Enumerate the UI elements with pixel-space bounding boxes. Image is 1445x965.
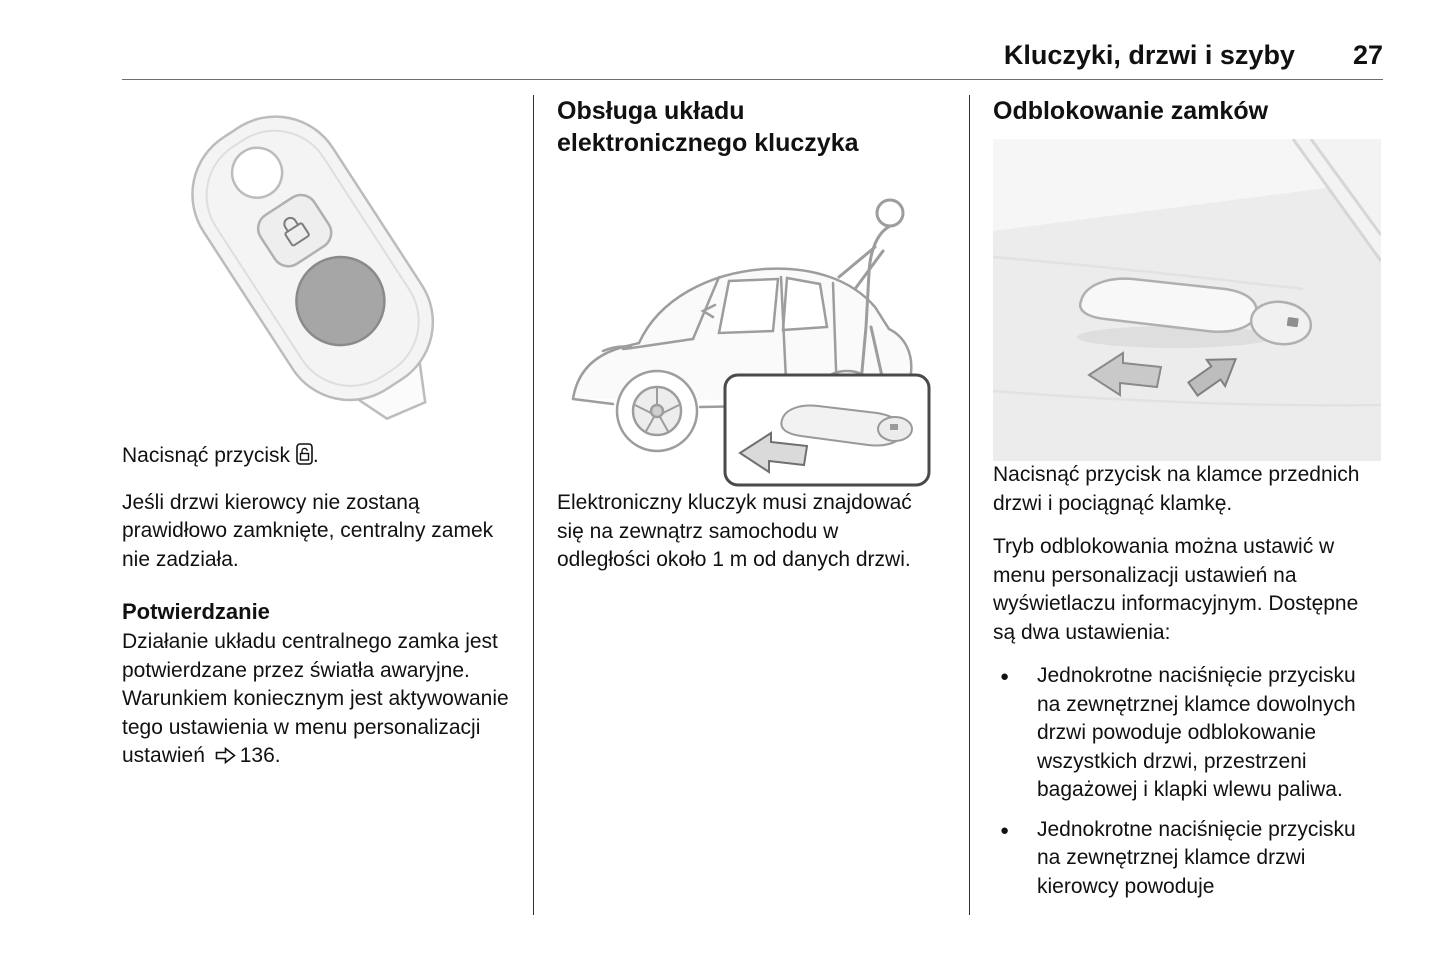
- column-divider-left: [533, 95, 534, 915]
- unlocking-heading: Odblokowanie zamków: [993, 97, 1269, 125]
- list-item: ● Jednokrotne naciśnięcie przycisku na zewnętrznej klamce dowolnych drzwi powoduje odblokowanie wszystkich drzwi, przestrzeni bagażowej i klapki wlewu paliwa.: [993, 662, 1383, 805]
- electronic-key-heading: Obsługa układu elektronicznego kluczyka: [557, 97, 859, 157]
- unlock-options-list: [993, 662, 1383, 901]
- person-head: [877, 200, 903, 226]
- page-ref-arrow-icon: [215, 744, 236, 773]
- front-side-window: [719, 279, 778, 333]
- car-with-person-illustration: [557, 177, 937, 489]
- column-left: [122, 95, 512, 788]
- door-handle-photo: [993, 139, 1381, 461]
- page-header: [122, 40, 1383, 70]
- key-fob-drawing: [122, 95, 512, 430]
- unlock-button-icon: [296, 443, 313, 474]
- confirmation-paragraph: Działanie układu centralnego zamka jest potwierdzane przez światła awaryjne. Warunkiem koniecznym jest aktywowanie tego ustawienia w menu personalizacji ustawień 136.: [122, 628, 512, 773]
- handle-button: [1287, 317, 1299, 327]
- header-divider: [122, 79, 1383, 80]
- column-right: [993, 95, 1383, 912]
- key-fob-illustration: [122, 95, 512, 430]
- electronic-key-paragraph: Elektroniczny kluczyk musi znajdować się na zewnątrz samochodu w odległości około 1 m od danych drzwi.: [557, 491, 912, 571]
- column-divider-right: [969, 95, 970, 915]
- page-number: 27: [1352, 40, 1383, 70]
- car-drawing: [557, 177, 937, 489]
- warning-paragraph: Jeśli drzwi kierowcy nie zostaną prawidłowo zamknięte, centralny zamek nie zadziała.: [122, 490, 494, 571]
- list-item: ● Jednokrotne naciśnięcie przycisku na zewnętrznej klamce drzwi kierowcy powoduje: [993, 816, 1383, 902]
- chapter-title: Kluczyki, drzwi i szyby: [1003, 40, 1295, 70]
- confirmation-heading: Potwierdzanie: [122, 599, 270, 624]
- unlock-mode-paragraph: Tryb odblokowania można ustawić w menu personalizacji ustawień na wyświetlaczu informacyjnym. Dostępne są dwa ustawienia:: [993, 535, 1359, 644]
- column-middle: [557, 95, 937, 590]
- rear-side-window: [783, 278, 827, 330]
- door-handle-inset: [725, 375, 929, 485]
- door-handle-illustration: [993, 139, 1383, 461]
- press-handle-paragraph: Nacisnąć przycisk na klamce przednich drzwi i pociągnąć klamkę.: [993, 463, 1360, 515]
- page-ref-number: 136.: [239, 744, 281, 767]
- press-button-instruction: Nacisnąć przycisk .: [122, 442, 512, 474]
